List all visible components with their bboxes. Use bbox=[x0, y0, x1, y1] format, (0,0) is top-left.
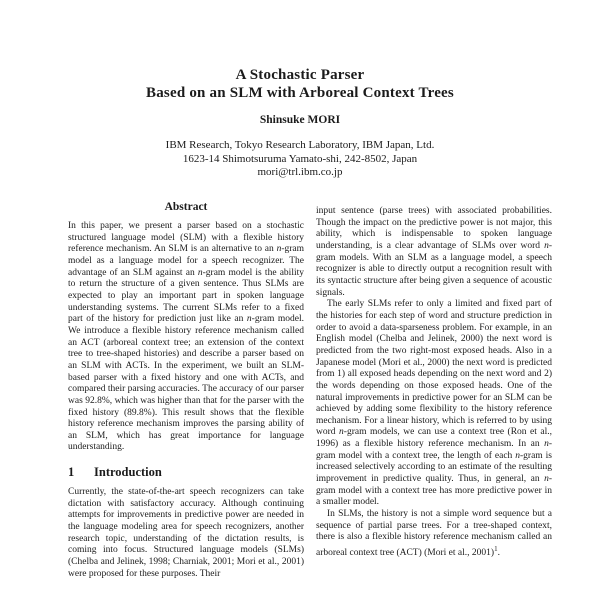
paper-title-line-2: Based on an SLM with Arboreal Context Trees bbox=[146, 85, 454, 101]
address-line: 1623-14 Shimotsuruma Yamato-shi, 242-8502, Japan bbox=[182, 152, 418, 165]
body-paragraph-1: input sentence (parse trees) with associated probabilities. Though the impact on the predictive power is not major, this ability, which is indispensable to spoken language understanding, is a clear advantage of SLMs over word n-gram models. With an SLM as a language model, a speech recognizer is able to directly output a recognition result with its syntactic structure after being given a sequence of acoustic signals. bbox=[316, 206, 552, 298]
abstract-heading: Abstract bbox=[164, 201, 208, 213]
introduction-paragraph: Currently, the state-of-the-art speech recognizers can take dictation with satisfactory accuracy. Although continuing attempts for improvements in predictive power are needed in the language modeling area for speech recognizers, another research topic, understanding of the dictation results, is coming into focus. Structured language models (SLMs) (Chelba and Jelinek, 1998; Charniak, 2001; Mori et al., 2001) were proposed for these purposes. Their bbox=[68, 487, 304, 579]
left-column bbox=[68, 198, 304, 600]
paper-title-line-1: A Stochastic Parser bbox=[235, 67, 365, 83]
section-heading-introduction bbox=[68, 465, 304, 480]
section-title: Introduction bbox=[94, 465, 162, 480]
affiliation-line: IBM Research, Tokyo Research Laboratory, IBM Japan, Ltd. bbox=[165, 139, 435, 151]
two-column-body bbox=[68, 198, 552, 600]
section-number: 1 bbox=[68, 465, 75, 480]
body-paragraph-3: In SLMs, the history is not a simple word sequence but a sequence of partial parse trees. For a tree-shaped context, there is also a flexible history reference mechanism called an arboreal context tree (ACT) (Mori et al., 2001)$^1$. bbox=[316, 509, 552, 559]
email-address: mori@trl.ibm.co.jp bbox=[257, 166, 343, 178]
right-column bbox=[316, 198, 552, 600]
body-paragraph-2: The early SLMs refer to only a limited and fixed part of the histories for each step of word and structure prediction in order to avoid a data-sparseness problem. For example, in an English model (Chelba and Jelinek, 2000) the next word is predicted from the two right-most exposed heads. Also in a Japanese model (Mori et al., 2000) the next word is predicted from 1) all exposed heads depending on the next word and 2) the words depending on those exposed heads. One of the natural improvements in predictive power for an SLM can be achieved by adding some flexibility to the history reference mechanism. For a linear history, which is referred to by using word n-gram models, we can use a context tree (Ron et al., 1996) as a flexible history reference mechanism. In an n-gram model with a context tree, the length of each n-gram is increased selectively according to an estimate of the resulting improvement in predictive quality. Thus, in general, an n-gram model with a context tree has more predictive power in a smaller model. bbox=[316, 299, 552, 508]
author-name: Shinsuke MORI bbox=[259, 114, 341, 126]
affiliation-block bbox=[0, 139, 600, 180]
abstract-paragraph: In this paper, we present a parser based on a stochastic structured language model (SLM) with a flexible history reference mechanism. An SLM is an alternative to an n-gram model as a language model for a speech recognizer. The advantage of an SLM against an n-gram model is the ability to return the structure of a given sentence. Thus SLMs are expected to play an important part in spoken language understanding systems. The current SLMs refer to a fixed part of the history for prediction just like an n-gram model. We introduce a flexible history reference mechanism called an ACT (arboreal context tree; an extension of the context tree to tree-shaped histories) and describe a parser based on an SLM with ACTs. In the experiment, we built an SLM-based parser with a fixed history and one with ACTs, and compared their parsing accuracies. The accuracy of our parser was 92.8%, which was higher than that for the parser with the fixed history (89.8%). This result shows that the flexible history reference mechanism improves the parsing ability of an SLM, which has great importance for language understanding. bbox=[68, 221, 304, 453]
paper-header bbox=[0, 66, 600, 180]
paper-title bbox=[0, 66, 600, 102]
